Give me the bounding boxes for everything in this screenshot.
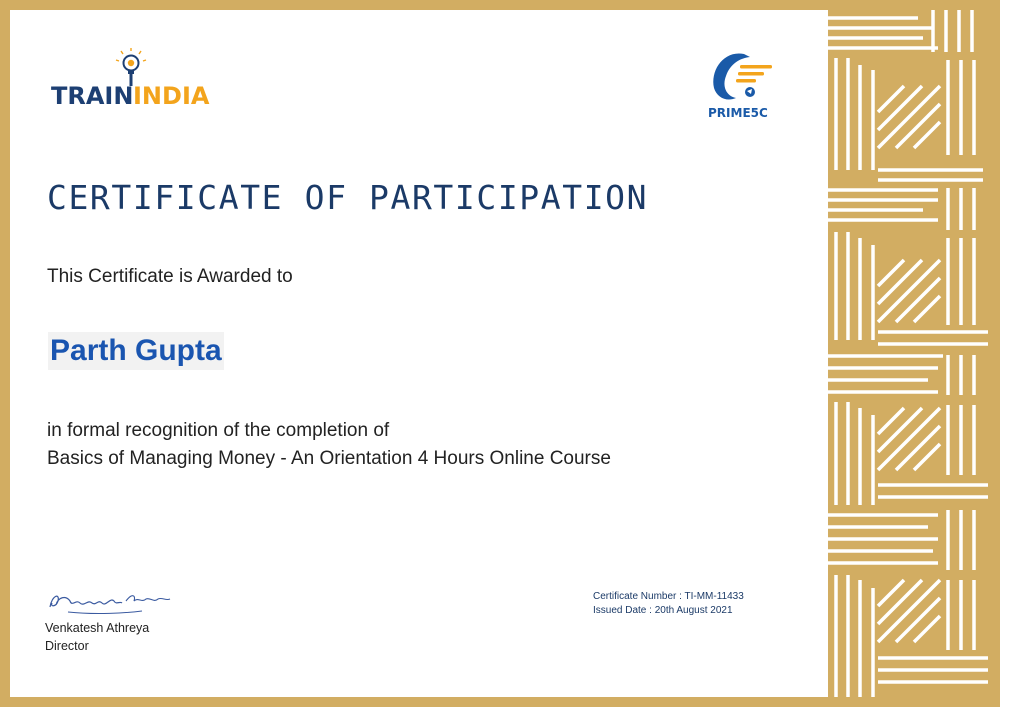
certificate-number: Certificate Number : TI-MM-11433 (593, 591, 744, 602)
train-india-logo-part2: INDIA (133, 82, 210, 110)
issued-date: Issued Date : 20th August 2021 (593, 605, 733, 616)
director-signature (46, 587, 176, 619)
prime5c-swoosh-icon (713, 53, 772, 99)
recipient-name: Parth Gupta (48, 332, 224, 370)
train-india-logo-part1: TRAIN (51, 82, 134, 110)
decorative-side-pattern (828, 10, 990, 697)
prime5c-logo-text: PRIME5C (708, 106, 768, 120)
awarded-to-text: This Certificate is Awarded to (47, 266, 293, 287)
prime5c-logo (700, 48, 784, 122)
lightbulb-icon (116, 48, 146, 86)
signer-name: Venkatesh Athreya (45, 621, 150, 635)
course-name: Basics of Managing Money - An Orientation 4 Hours Online Course (47, 448, 611, 469)
recognition-text: in formal recognition of the completion of (47, 420, 390, 441)
signer-role: Director (45, 639, 89, 653)
train-india-logo (51, 48, 216, 110)
certificate-title: CERTIFICATE OF PARTICIPATION (47, 178, 649, 217)
